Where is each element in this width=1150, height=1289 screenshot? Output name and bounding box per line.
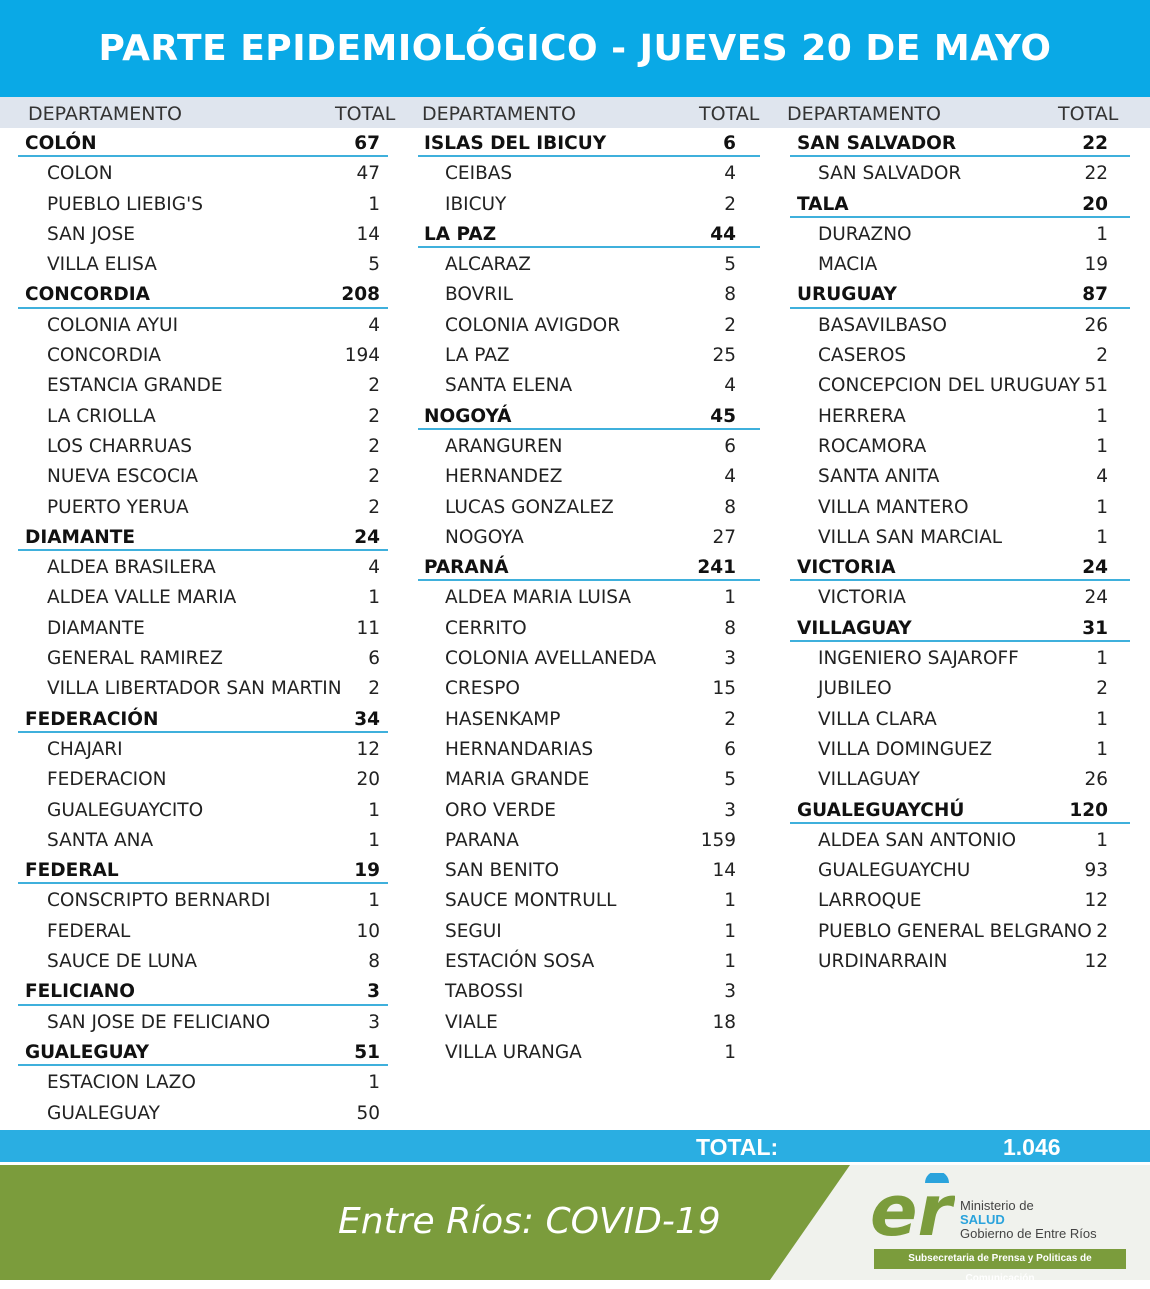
locality-row-name: NUEVA ESCOCIA — [47, 466, 199, 488]
department-row — [18, 128, 388, 158]
locality-row-name: COLONIA AVELLANEDA — [445, 648, 657, 670]
locality-row — [790, 825, 1130, 855]
locality-row-name: FEDERAL — [47, 920, 131, 942]
locality-row-total: 3 — [724, 799, 736, 821]
department-row-name: VICTORIA — [797, 557, 896, 579]
department-row-total: 3 — [367, 981, 380, 1003]
locality-row-total: 12 — [1084, 890, 1108, 912]
locality-row-total: 1 — [724, 1041, 736, 1063]
locality-row-name: SANTA ANA — [47, 829, 154, 851]
locality-row — [418, 1007, 760, 1037]
locality-row-name: LUCAS GONZALEZ — [445, 496, 614, 518]
locality-row — [18, 219, 388, 249]
locality-row — [18, 461, 388, 491]
locality-row — [418, 279, 760, 309]
locality-row — [418, 582, 760, 612]
ministerio-text — [960, 1199, 1097, 1241]
locality-row-total: 6 — [368, 648, 380, 670]
locality-row-name: VIALE — [445, 1011, 498, 1033]
locality-row — [790, 401, 1130, 431]
locality-row-total: 4 — [724, 375, 736, 397]
locality-row — [18, 1067, 388, 1097]
locality-row-name: JUBILEO — [818, 678, 892, 700]
locality-row-name: VILLA MANTERO — [818, 496, 969, 518]
locality-row — [18, 370, 388, 400]
locality-row-total: 3 — [724, 648, 736, 670]
locality-row — [418, 764, 760, 794]
locality-row-total: 4 — [724, 163, 736, 185]
locality-row — [790, 158, 1130, 188]
locality-row-total: 1 — [1096, 738, 1108, 760]
locality-row — [790, 340, 1130, 370]
department-row — [18, 976, 388, 1006]
locality-row-total: 2 — [368, 678, 380, 700]
locality-row-name: PARANA — [445, 829, 519, 851]
locality-row-total: 8 — [724, 284, 736, 306]
locality-row-total: 50 — [356, 1102, 380, 1124]
header-departamento: DEPARTAMENTO — [422, 103, 576, 125]
department-row-name: TALA — [797, 193, 849, 215]
department-row — [18, 1037, 388, 1067]
locality-row-total: 4 — [368, 314, 380, 336]
locality-row — [790, 673, 1130, 703]
department-row-name: FEDERACIÓN — [25, 708, 159, 730]
locality-row — [790, 461, 1130, 491]
locality-row-name: PUEBLO GENERAL BELGRANO — [818, 920, 1092, 942]
locality-row-total: 2 — [724, 708, 736, 730]
locality-row-total: 14 — [356, 223, 380, 245]
department-row — [418, 128, 760, 158]
locality-row — [18, 946, 388, 976]
department-row-total: 45 — [710, 405, 736, 427]
footer-slogan: Entre Ríos: COVID-19 — [338, 1201, 721, 1242]
total-bar — [0, 1130, 1150, 1162]
department-row — [790, 613, 1130, 643]
header-total: TOTAL — [335, 103, 396, 125]
locality-row-total: 12 — [1084, 951, 1108, 973]
locality-row-name: ARANGUREN — [445, 435, 563, 457]
locality-row-name: SAUCE MONTRULL — [445, 890, 617, 912]
svg-text:er: er — [870, 1173, 952, 1245]
locality-row-total: 2 — [368, 405, 380, 427]
locality-row — [790, 582, 1130, 612]
locality-row-name: TABOSSI — [445, 981, 524, 1003]
department-row — [18, 279, 388, 309]
locality-row-name: VILLA URANGA — [445, 1041, 582, 1063]
department-row-total: 34 — [354, 708, 380, 730]
department-row — [790, 189, 1130, 219]
gobierno-label: Gobierno de Entre Ríos — [960, 1226, 1097, 1241]
locality-row — [18, 673, 388, 703]
locality-row-name: VILLA DOMINGUEZ — [818, 738, 992, 760]
locality-row — [18, 552, 388, 582]
locality-row — [418, 340, 760, 370]
locality-row-name: VILLA ELISA — [47, 254, 157, 276]
locality-row-name: HASENKAMP — [445, 708, 561, 730]
locality-row-name: CERRITO — [445, 617, 527, 639]
locality-row — [18, 1007, 388, 1037]
locality-row — [18, 249, 388, 279]
department-row-total: 67 — [354, 133, 380, 154]
locality-row-total: 5 — [724, 254, 736, 276]
department-row — [18, 855, 388, 885]
locality-row-total: 1 — [724, 920, 736, 942]
locality-row-total: 1 — [1096, 829, 1108, 851]
locality-row-total: 1 — [368, 193, 380, 215]
locality-row-total: 27 — [712, 526, 736, 548]
locality-row-name: CHAJARI — [47, 738, 123, 760]
department-row-total: 208 — [341, 284, 380, 306]
locality-row — [418, 249, 760, 279]
locality-row-total: 2 — [368, 496, 380, 518]
department-row — [790, 795, 1130, 825]
salud-label: SALUD — [960, 1212, 1005, 1227]
locality-row-total: 24 — [1084, 587, 1108, 609]
locality-row-total: 19 — [1084, 254, 1108, 276]
locality-row-name: HERNANDARIAS — [445, 738, 594, 760]
locality-row — [418, 492, 760, 522]
locality-row-total: 6 — [724, 738, 736, 760]
locality-row — [18, 1098, 388, 1128]
locality-row-name: COLONIA AVIGDOR — [445, 314, 621, 336]
locality-row-name: GENERAL RAMIREZ — [47, 648, 223, 670]
locality-row-name: INGENIERO SAJAROFF — [818, 648, 1019, 670]
locality-row-total: 2 — [368, 466, 380, 488]
locality-row-name: SAN JOSE DE FELICIANO — [47, 1011, 271, 1033]
locality-row — [790, 310, 1130, 340]
locality-row-total: 2 — [1096, 345, 1108, 367]
header-departamento: DEPARTAMENTO — [787, 103, 941, 125]
department-row-name: PARANÁ — [424, 557, 509, 579]
locality-row-total: 1 — [724, 951, 736, 973]
locality-row-name: ALDEA BRASILERA — [47, 557, 216, 579]
locality-row-name: LA CRIOLLA — [47, 405, 156, 427]
locality-row-name: ESTACIÓN SOSA — [445, 951, 595, 973]
locality-row-name: COLONIA AYUI — [47, 314, 179, 336]
locality-row-name: MACIA — [818, 254, 878, 276]
department-column — [18, 128, 388, 1128]
department-row-name: DIAMANTE — [25, 526, 136, 548]
locality-row-total: 11 — [356, 617, 380, 639]
locality-row-total: 6 — [724, 435, 736, 457]
locality-row — [418, 158, 760, 188]
locality-row-total: 1 — [368, 799, 380, 821]
locality-row — [418, 946, 760, 976]
locality-row-total: 4 — [724, 466, 736, 488]
locality-row-total: 26 — [1084, 314, 1108, 336]
locality-row-total: 1 — [1096, 526, 1108, 548]
locality-row-name: COLON — [47, 163, 113, 185]
locality-row-name: SAUCE DE LUNA — [47, 951, 198, 973]
locality-row — [790, 219, 1130, 249]
locality-row — [18, 885, 388, 915]
locality-row-total: 1 — [1096, 405, 1108, 427]
department-row-name: URUGUAY — [797, 284, 897, 306]
department-row — [418, 552, 760, 582]
locality-row-total: 8 — [368, 951, 380, 973]
locality-row-name: SANTA ELENA — [445, 375, 573, 397]
locality-row-total: 10 — [356, 920, 380, 942]
locality-row — [18, 189, 388, 219]
locality-row-name: ALDEA SAN ANTONIO — [818, 829, 1017, 851]
locality-row-total: 1 — [1096, 223, 1108, 245]
locality-row — [418, 795, 760, 825]
department-row-total: 20 — [1082, 193, 1108, 215]
locality-row — [18, 431, 388, 461]
locality-row-name: CONCEPCION DEL URUGUAY — [818, 375, 1081, 397]
locality-row-total: 8 — [724, 617, 736, 639]
locality-row-name: CONCORDIA — [47, 345, 162, 367]
locality-row-total: 3 — [724, 981, 736, 1003]
locality-row-total: 2 — [724, 314, 736, 336]
locality-row-total: 194 — [344, 345, 380, 367]
locality-row — [418, 370, 760, 400]
subsecretaria-label: Subsecretaria de Prensa y Politicas de Comunicación — [874, 1249, 1126, 1269]
locality-row-total: 22 — [1084, 163, 1108, 185]
locality-row-total: 20 — [356, 769, 380, 791]
locality-row — [790, 764, 1130, 794]
locality-row — [18, 734, 388, 764]
locality-row — [418, 704, 760, 734]
locality-row-total: 93 — [1084, 860, 1108, 882]
locality-row — [418, 825, 760, 855]
locality-row-total: 25 — [712, 345, 736, 367]
locality-row — [418, 189, 760, 219]
locality-row-total: 1 — [368, 829, 380, 851]
locality-row-name: CASEROS — [818, 345, 907, 367]
locality-row-total: 1 — [1096, 496, 1108, 518]
locality-row-total: 159 — [700, 829, 736, 851]
locality-row — [418, 643, 760, 673]
locality-row — [790, 704, 1130, 734]
locality-row — [418, 673, 760, 703]
locality-row — [418, 734, 760, 764]
locality-row-total: 1 — [1096, 648, 1108, 670]
page-title: PARTE EPIDEMIOLÓGICO - JUEVES 20 DE MAYO — [98, 28, 1052, 69]
locality-row-name: CEIBAS — [445, 163, 513, 185]
locality-row-total: 5 — [724, 769, 736, 791]
locality-row — [790, 885, 1130, 915]
department-row-total: 24 — [354, 526, 380, 548]
department-row-total: 44 — [710, 223, 736, 245]
department-row — [790, 128, 1130, 158]
locality-row-name: ALDEA MARIA LUISA — [445, 587, 632, 609]
locality-row-total: 14 — [712, 860, 736, 882]
locality-row-name: GUALEGUAYCITO — [47, 799, 204, 821]
locality-row-name: ORO VERDE — [445, 799, 556, 821]
locality-row — [790, 734, 1130, 764]
locality-row — [18, 340, 388, 370]
locality-row-total: 5 — [368, 254, 380, 276]
header-departamento: DEPARTAMENTO — [28, 103, 182, 125]
locality-row-name: LA PAZ — [445, 345, 510, 367]
locality-row-total: 1 — [368, 1072, 380, 1094]
department-row — [418, 401, 760, 431]
locality-row-name: LARROQUE — [818, 890, 922, 912]
department-row-total: 19 — [354, 860, 380, 882]
locality-row-name: ALCARAZ — [445, 254, 531, 276]
locality-row-name: FEDERACION — [47, 769, 167, 791]
locality-row — [18, 643, 388, 673]
locality-row — [418, 461, 760, 491]
department-row-total: 22 — [1082, 133, 1108, 154]
locality-row-name: ESTANCIA GRANDE — [47, 375, 223, 397]
department-row-total: 24 — [1082, 557, 1108, 579]
locality-row-name: GUALEGUAY — [47, 1102, 160, 1124]
locality-row — [790, 946, 1130, 976]
department-row — [18, 522, 388, 552]
locality-row — [18, 492, 388, 522]
footer — [0, 1165, 1150, 1284]
locality-row — [418, 613, 760, 643]
locality-row — [18, 582, 388, 612]
locality-row — [790, 522, 1130, 552]
er-logo-icon — [870, 1173, 955, 1245]
locality-row-name: IBICUY — [445, 193, 507, 215]
department-row — [790, 552, 1130, 582]
locality-row-total: 2 — [1096, 920, 1108, 942]
locality-row — [418, 855, 760, 885]
department-row-total: 120 — [1069, 799, 1108, 821]
department-row-name: LA PAZ — [424, 223, 497, 245]
locality-row-total: 1 — [368, 890, 380, 912]
department-row-name: VILLAGUAY — [797, 617, 912, 639]
locality-row-name: HERNANDEZ — [445, 466, 563, 488]
locality-row-name: CRESPO — [445, 678, 520, 700]
department-row-total: 6 — [723, 133, 736, 154]
locality-row-total: 1 — [724, 587, 736, 609]
total-value: 1.046 — [1003, 1134, 1061, 1160]
locality-row-total: 1 — [1096, 708, 1108, 730]
locality-row — [790, 916, 1130, 946]
locality-row-total: 2 — [724, 193, 736, 215]
locality-row — [790, 431, 1130, 461]
locality-row-name: DURAZNO — [818, 223, 912, 245]
locality-row-name: SAN SALVADOR — [818, 163, 962, 185]
locality-row-total: 2 — [368, 375, 380, 397]
locality-row — [18, 764, 388, 794]
department-row-name: SAN SALVADOR — [797, 133, 957, 154]
locality-row-name: BASAVILBASO — [818, 314, 947, 336]
locality-row-name: VICTORIA — [818, 587, 906, 609]
ministerio-label: Ministerio de — [960, 1198, 1034, 1213]
locality-row — [18, 795, 388, 825]
department-row-total: 241 — [697, 557, 736, 579]
locality-row-name: DIAMANTE — [47, 617, 145, 639]
department-row — [790, 279, 1130, 309]
locality-row-name: VILLA SAN MARCIAL — [818, 526, 1003, 548]
locality-row — [790, 855, 1130, 885]
locality-row-total: 12 — [356, 738, 380, 760]
locality-row-name: ALDEA VALLE MARIA — [47, 587, 237, 609]
locality-row-total: 1 — [724, 890, 736, 912]
locality-row-total: 18 — [712, 1011, 736, 1033]
locality-row-total: 2 — [368, 435, 380, 457]
locality-row — [18, 613, 388, 643]
locality-row — [418, 310, 760, 340]
locality-row — [18, 401, 388, 431]
locality-row-name: SAN BENITO — [445, 860, 559, 882]
locality-row-name: NOGOYA — [445, 526, 524, 548]
header-total: TOTAL — [699, 103, 760, 125]
department-row-name: GUALEGUAY — [25, 1041, 149, 1063]
locality-row-name: ESTACION LAZO — [47, 1072, 196, 1094]
department-row-name: NOGOYÁ — [424, 405, 512, 427]
department-column — [418, 128, 760, 1067]
locality-row-name: VILLA CLARA — [818, 708, 937, 730]
locality-row — [418, 976, 760, 1006]
locality-row-name: CONSCRIPTO BERNARDI — [47, 890, 271, 912]
locality-row-total: 1 — [1096, 435, 1108, 457]
locality-row-name: SEGUI — [445, 920, 502, 942]
department-row — [418, 219, 760, 249]
department-row-name: GUALEGUAYCHÚ — [797, 799, 965, 821]
locality-row — [18, 310, 388, 340]
department-column — [790, 128, 1130, 976]
locality-row-total: 3 — [368, 1011, 380, 1033]
locality-row-name: SAN JOSE — [47, 223, 135, 245]
locality-row-total: 51 — [1084, 375, 1108, 397]
locality-row-name: URDINARRAIN — [818, 951, 948, 973]
locality-row-total: 4 — [1096, 466, 1108, 488]
total-label: TOTAL: — [696, 1134, 779, 1160]
title-bar — [0, 0, 1150, 97]
locality-row-total: 8 — [724, 496, 736, 518]
locality-row-total: 4 — [368, 557, 380, 579]
locality-row-name: MARIA GRANDE — [445, 769, 590, 791]
locality-row-name: LOS CHARRUAS — [47, 435, 192, 457]
department-row-name: FEDERAL — [25, 860, 119, 882]
locality-row — [18, 916, 388, 946]
locality-row-name: PUERTO YERUA — [47, 496, 189, 518]
locality-row-total: 1 — [368, 587, 380, 609]
locality-row-total: 47 — [356, 163, 380, 185]
department-row-name: FELICIANO — [25, 981, 135, 1003]
locality-row-total: 2 — [1096, 678, 1108, 700]
department-row-total: 87 — [1082, 284, 1108, 306]
locality-row-name: VILLAGUAY — [818, 769, 920, 791]
locality-row-name: SANTA ANITA — [818, 466, 940, 488]
locality-row-name: BOVRIL — [445, 284, 513, 306]
locality-row — [418, 522, 760, 552]
locality-row-name: GUALEGUAYCHU — [818, 860, 971, 882]
department-row-name: CONCORDIA — [25, 284, 150, 306]
locality-row — [18, 158, 388, 188]
locality-row — [418, 916, 760, 946]
locality-row — [418, 431, 760, 461]
locality-row — [418, 885, 760, 915]
locality-row-name: VILLA LIBERTADOR SAN MARTIN — [47, 678, 342, 700]
department-row-name: COLÓN — [25, 133, 97, 154]
locality-row — [790, 370, 1130, 400]
locality-row-total: 26 — [1084, 769, 1108, 791]
locality-row — [18, 825, 388, 855]
header-total: TOTAL — [1058, 103, 1119, 125]
locality-row — [418, 1037, 760, 1067]
locality-row — [790, 643, 1130, 673]
department-row-total: 51 — [354, 1041, 380, 1063]
department-row-total: 31 — [1082, 617, 1108, 639]
department-row-name: ISLAS DEL IBICUY — [424, 133, 607, 154]
locality-row-name: HERRERA — [818, 405, 906, 427]
locality-row-total: 15 — [712, 678, 736, 700]
locality-row-name: PUEBLO LIEBIG'S — [47, 193, 203, 215]
locality-row-name: ROCAMORA — [818, 435, 927, 457]
locality-row — [790, 492, 1130, 522]
department-row — [18, 704, 388, 734]
locality-row — [790, 249, 1130, 279]
